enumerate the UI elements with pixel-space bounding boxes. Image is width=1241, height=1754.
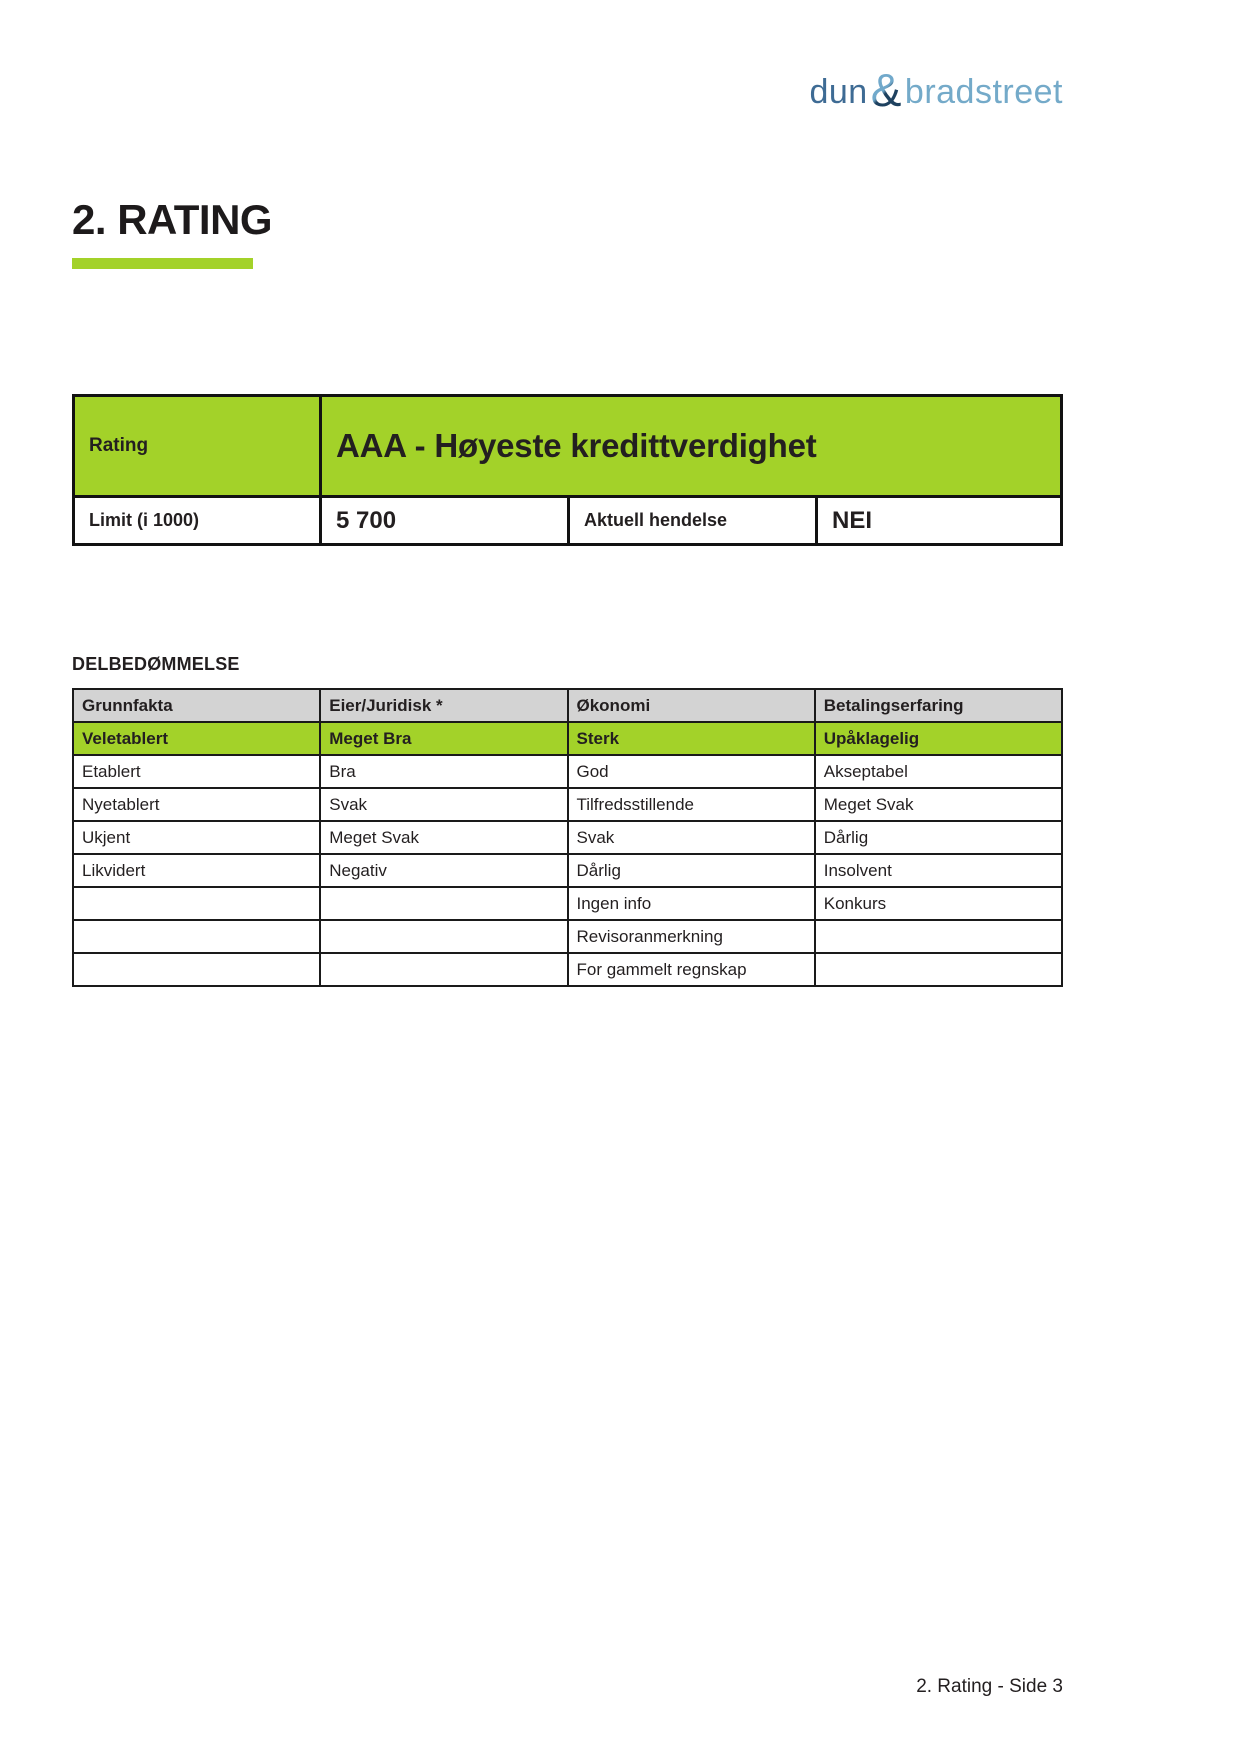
table-cell [73,953,320,986]
table-cell: Revisoranmerkning [568,920,815,953]
current-event-label: Aktuell hendelse [567,495,815,543]
table-cell: Ukjent [73,821,320,854]
assessment-section-title: DELBEDØMMELSE [72,654,240,674]
table-cell [815,953,1062,986]
table-cell: Akseptabel [815,755,1062,788]
table-cell: Svak [568,821,815,854]
rating-label: Rating [75,397,319,495]
dun-bradstreet-logo [809,64,1063,116]
table-cell: Dårlig [815,821,1062,854]
table-cell: Meget Svak [320,821,567,854]
table-cell: For gammelt regnskap [568,953,815,986]
table-cell: Veletablert [73,722,320,755]
table-cell: Nyetablert [73,788,320,821]
table-cell: Meget Svak [815,788,1062,821]
table-cell: Insolvent [815,854,1062,887]
table-row [73,821,1062,854]
limit-value: 5 700 [319,495,567,543]
column-header: Grunnfakta [73,689,320,722]
table-row [73,920,1062,953]
table-row [73,887,1062,920]
assessment-header-row [73,689,1062,722]
logo-ampersand-icon: & [870,64,902,116]
rating-summary-table [72,394,1063,546]
column-header: Økonomi [568,689,815,722]
column-header: Eier/Juridisk * [320,689,567,722]
table-cell: Sterk [568,722,815,755]
table-cell: Bra [320,755,567,788]
page-title: 2. RATING [72,196,273,243]
column-header: Betalingserfaring [815,689,1062,722]
table-cell: Tilfredsstillende [568,788,815,821]
table-cell: Ingen info [568,887,815,920]
assessment-highlight-row [73,722,1062,755]
table-cell [815,920,1062,953]
table-cell [320,953,567,986]
table-row [73,854,1062,887]
current-event-value: NEI [815,495,1060,543]
table-row [73,788,1062,821]
table-cell: Likvidert [73,854,320,887]
table-cell: Upåklagelig [815,722,1062,755]
assessment-table [72,688,1063,987]
table-cell: Meget Bra [320,722,567,755]
table-cell: Etablert [73,755,320,788]
table-cell [320,920,567,953]
page-footer-label: 2. Rating - Side 3 [916,1676,1063,1697]
limit-label: Limit (i 1000) [75,495,319,543]
logo-dun-text: dun [809,73,868,111]
table-cell [73,920,320,953]
table-cell: Dårlig [568,854,815,887]
rating-value: AAA - Høyeste kredittverdighet [319,397,1060,495]
table-cell: God [568,755,815,788]
title-accent-bar [72,258,253,269]
table-cell [320,887,567,920]
logo-bradstreet-text: bradstreet [904,73,1063,111]
table-row [73,755,1062,788]
table-row [73,953,1062,986]
table-cell: Svak [320,788,567,821]
table-cell: Konkurs [815,887,1062,920]
table-cell: Negativ [320,854,567,887]
table-cell [73,887,320,920]
